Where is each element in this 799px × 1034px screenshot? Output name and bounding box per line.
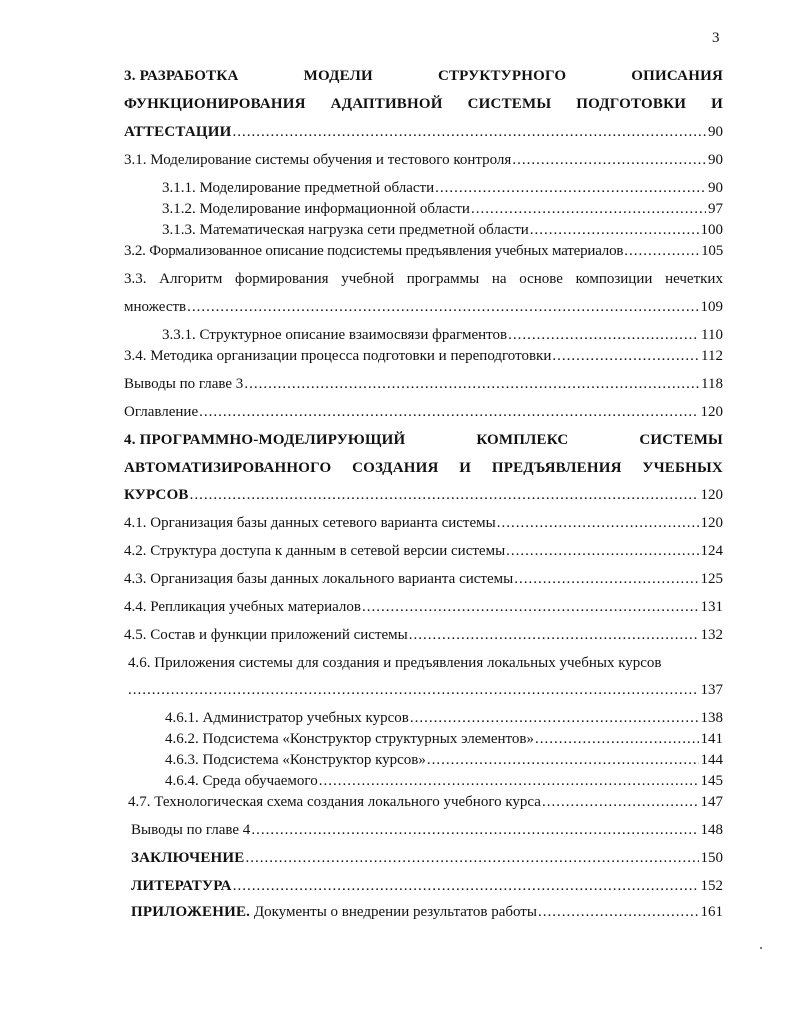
toc-entry-3-1-1[interactable]: 3.1.1. Моделирование предметной области ..... 90 [162,178,723,198]
toc-entry-4-6-3[interactable]: 4.6.3. Подсистема «Конструктор курсов» ..... 144 [165,750,723,770]
chapter-4-heading-line-2: АВТОМАТИЗИРОВАННОГО СОЗДАНИЯ И ПРЕДЪЯВЛЕНИЯ УЧЕБНЫХ [124,460,723,476]
dot-leader [552,346,699,366]
dot-leader [471,199,706,219]
dot-leader [319,771,699,791]
dot-leader [512,150,706,170]
dot-leader [410,708,699,728]
dot-leader [190,485,699,505]
toc-entry-chapter-3[interactable]: АТТЕСТАЦИИ ..... 90 [124,122,723,142]
toc-entry-4-6-2[interactable]: 4.6.2. Подсистема «Конструктор структурных элементов» ..... 141 [165,729,723,749]
toc-entry-conclusions-3[interactable]: Выводы по главе 3 ..... 118 [124,374,723,394]
dot-leader [251,820,698,840]
dot-leader [530,220,699,240]
toc-entry-3-1-3[interactable]: 3.1.3. Математическая нагрузка сети предметной области ..... 100 [162,220,723,240]
toc-entry-3-3-1[interactable]: 3.3.1. Структурное описание взаимосвязи фрагментов ..... 110 [162,325,723,345]
toc-entry-4-6-4[interactable]: 4.6.4. Среда обучаемого ..... 145 [165,771,723,791]
dot-leader [427,750,699,770]
toc-entry-4-1[interactable]: 4.1. Организация базы данных сетевого варианта системы ..... 120 [124,513,723,533]
toc-entry-3-3-line-1[interactable]: 3.3. Алгоритм формирования учебной программы на основе композиции нечетких [124,271,723,287]
toc-entry-4-3[interactable]: 4.3. Организация базы данных локального варианта системы ..... 125 [124,569,723,589]
toc-entry-contents[interactable]: Оглавление ..... 120 [124,402,723,422]
dot-leader [128,680,699,700]
dot-leader [232,122,706,142]
page-number: 3 [712,30,720,46]
dot-leader [535,729,699,749]
toc-entry-3-1-2[interactable]: 3.1.2. Моделирование информационной области ..... 97 [162,199,723,219]
dot-leader [409,625,699,645]
dot-leader [362,597,699,617]
dot-leader [435,178,706,198]
toc-entry-3-1[interactable]: 3.1. Моделирование системы обучения и тестового контроля ..... 90 [124,150,723,170]
toc-entry-4-2[interactable]: 4.2. Структура доступа к данным в сетевой версии системы ..... 124 [124,541,723,561]
dot-leader [508,325,699,345]
toc-entry-4-6-line-2[interactable]: ..... 137 [128,680,723,700]
scan-speck [760,947,762,949]
chapter-3-heading-line-2: ФУНКЦИОНИРОВАНИЯ АДАПТИВНОЙ СИСТЕМЫ ПОДГОТОВКИ И [124,96,723,112]
chapter-3-heading-line-1: 3. РАЗРАБОТКА МОДЕЛИ СТРУКТУРНОГО ОПИСАНИЯ [124,68,723,84]
dot-leader [187,297,698,317]
dot-leader [244,374,699,394]
dot-leader [497,513,699,533]
dot-leader [506,541,698,561]
toc-entry-chapter-4[interactable]: КУРСОВ ..... 120 [124,485,723,505]
dot-leader [542,792,699,812]
toc-entry-4-5[interactable]: 4.5. Состав и функции приложений системы ..... 132 [124,625,723,645]
toc-entry-3-3-line-2[interactable]: множеств ..... 109 [124,297,723,317]
chapter-4-heading-line-1: 4. ПРОГРАММНО-МОДЕЛИРУЮЩИЙ КОМПЛЕКС СИСТЕМЫ [124,432,723,448]
dot-leader [624,241,700,261]
toc-entry-literature[interactable]: ЛИТЕРАТУРА ..... 152 [131,876,723,896]
toc-entry-appendix[interactable]: ПРИЛОЖЕНИЕ. Документы о внедрении результатов работы ..... 161 [131,902,723,922]
toc-entry-conclusions-4[interactable]: Выводы по главе 4 ..... 148 [131,820,723,840]
toc-entry-3-4[interactable]: 3.4. Методика организации процесса подготовки и переподготовки ..... 112 [124,346,723,366]
dot-leader [514,569,698,589]
dot-leader [538,902,699,922]
toc-entry-4-4[interactable]: 4.4. Репликация учебных материалов ..... 131 [124,597,723,617]
toc-entry-4-6-line-1[interactable]: 4.6. Приложения системы для создания и предъявления локальных учебных курсов [128,655,662,671]
toc-entry-conclusion[interactable]: ЗАКЛЮЧЕНИЕ ..... 150 [131,848,723,868]
dot-leader [233,876,699,896]
toc-entry-4-6-1[interactable]: 4.6.1. Администратор учебных курсов ..... 138 [165,708,723,728]
toc-entry-4-7[interactable]: 4.7. Технологическая схема создания локального учебного курса ..... 147 [128,792,723,812]
dot-leader [245,848,698,868]
toc-entry-3-2[interactable]: 3.2. Формализованное описание подсистемы предъявления учебных материалов ..... 105 [124,241,723,261]
dot-leader [199,402,698,422]
